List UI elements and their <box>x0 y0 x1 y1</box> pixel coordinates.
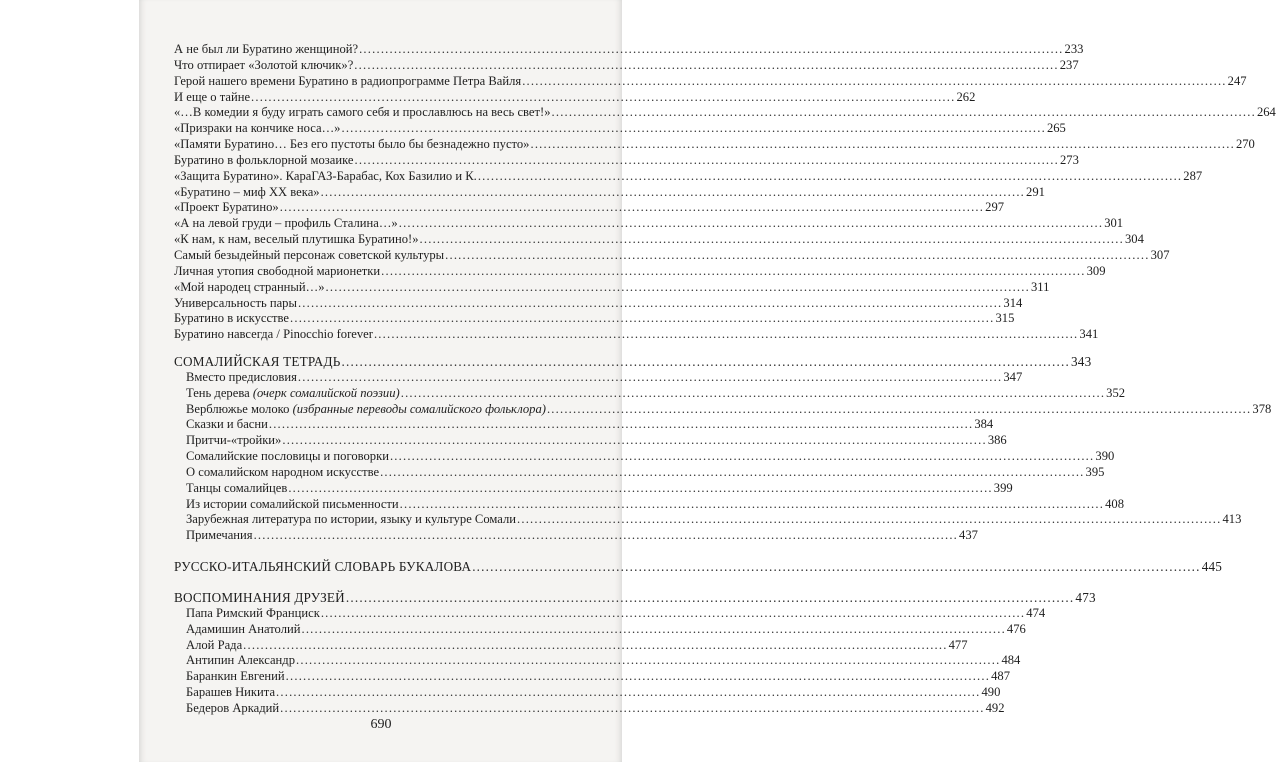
toc-entry-title-text: Сомалийские пословицы и поговорки <box>186 449 389 464</box>
toc-entry-title <box>174 386 400 402</box>
toc-entry-page: 378 <box>1252 401 1272 416</box>
toc-leader-dots <box>282 433 986 449</box>
toc-entry-title <box>174 216 398 232</box>
toc-entry <box>174 42 1084 58</box>
toc-entry <box>174 528 978 544</box>
toc-entry-page: 264 <box>1256 105 1276 120</box>
toc-leader-dots <box>298 370 1002 386</box>
toc-leader-dots <box>288 481 992 497</box>
toc-entry-title <box>174 74 521 90</box>
toc-entry-title-text: Алой Рада <box>186 637 243 652</box>
toc-entry-title <box>174 417 268 433</box>
toc-entry <box>174 401 1272 418</box>
toc-entry-title <box>174 232 419 248</box>
toc-leader-dots <box>359 42 1063 58</box>
toc-entry-page: 437 <box>959 528 978 543</box>
toc-leader-dots <box>399 216 1103 232</box>
toc-leader-dots <box>280 200 984 216</box>
toc-entry-title <box>174 354 340 370</box>
toc-entry <box>174 216 1124 232</box>
toc-entry <box>174 137 1255 153</box>
toc-entry-title-text: Сказки и басни <box>186 417 268 432</box>
toc-entry-page: 390 <box>1095 449 1115 464</box>
toc-entry-title <box>174 559 471 575</box>
toc-entry-title <box>174 685 275 701</box>
spacer <box>174 544 598 559</box>
toc-leader-dots <box>445 248 1149 264</box>
toc-entry-page: 477 <box>948 637 968 652</box>
toc-entry-page: 233 <box>1064 42 1084 56</box>
toc-entry-page: 413 <box>1222 512 1242 527</box>
toc-leader-dots <box>552 105 1256 121</box>
toc-entry-title <box>174 137 529 153</box>
toc-entry-page: 386 <box>987 433 1007 448</box>
toc-entry <box>174 232 1144 248</box>
toc-entry-title <box>174 200 279 216</box>
toc-leader-dots <box>522 74 1226 90</box>
toc-entry-title-text: «А на левой груди – профиль Сталина…» <box>174 216 398 231</box>
toc-entry-title-text: РУССКО-ИТАЛЬЯНСКИЙ СЛОВАРЬ БУКАЛОВА <box>174 559 472 575</box>
toc-section-heading <box>174 354 1092 370</box>
toc-leader-dots <box>517 512 1221 528</box>
toc-entry <box>174 369 1023 386</box>
toc-leader-dots <box>400 497 1104 513</box>
toc-entry-title <box>174 701 279 717</box>
toc-leader-dots <box>346 590 1075 606</box>
toc-section-heading <box>174 590 1096 606</box>
toc-entry-title-text: «…В комедии я буду играть самого себя и прославлюсь на весь свет!» <box>174 105 551 120</box>
toc-entry-page: 307 <box>1150 247 1170 262</box>
toc-entry-title <box>174 653 295 669</box>
toc-entry-page: 297 <box>985 200 1005 215</box>
toc-entry <box>174 385 1126 402</box>
toc-entry-page: 291 <box>1026 184 1045 199</box>
toc-entry-title <box>174 90 250 106</box>
toc-section-heading <box>174 559 1223 575</box>
toc-entry-page: 315 <box>995 311 1015 326</box>
toc-entry-title-text: Буратино в фольклорной мозаике <box>174 152 354 167</box>
toc-leader-dots <box>374 327 1078 343</box>
toc-entry <box>174 247 1170 264</box>
toc-entry-page: 262 <box>956 89 976 104</box>
toc-entry-title <box>174 433 281 449</box>
toc-entry <box>174 512 1242 528</box>
toc-entry <box>174 73 1247 90</box>
toc-leader-dots <box>296 653 1000 669</box>
toc-entry-page: 408 <box>1105 496 1124 511</box>
toc-entry-title-text: «Памяти Буратино… Без его пустоты было бы безнадежно пусто» <box>174 137 530 152</box>
toc-entry <box>174 685 1001 701</box>
toc-leader-dots <box>401 386 1105 402</box>
toc-entry-title-text: Барашев Никита <box>186 685 276 700</box>
toc-entry-page: 352 <box>1106 385 1126 400</box>
toc-entry-page: 487 <box>991 669 1010 684</box>
toc-entry <box>174 621 1026 638</box>
toc-entry-title <box>174 58 353 74</box>
toc-entry-subtitle: (очерк сомалийской поэзии) <box>252 385 400 400</box>
toc-entry <box>174 152 1079 169</box>
toc-entry-title-text: «Защита Буратино». КараГАЗ-Барабас, Кох Базилио и К. <box>174 168 477 183</box>
toc-entry <box>174 669 1010 685</box>
table-of-contents <box>174 42 1276 717</box>
toc-entry-title <box>174 622 300 638</box>
toc-entry <box>174 200 1005 216</box>
toc-entry-title-text: «Мой народец странный…» <box>174 279 325 294</box>
toc-entry-title-text: Из истории сомалийской письменности <box>186 496 399 511</box>
toc-entry-page: 445 <box>1201 559 1223 575</box>
toc-entry <box>174 121 1066 137</box>
toc-leader-dots <box>547 402 1251 418</box>
toc-entry-page: 395 <box>1085 464 1105 479</box>
toc-entry-title <box>174 669 285 685</box>
toc-entry-title <box>174 248 444 264</box>
toc-entry-page: 341 <box>1079 327 1099 342</box>
spacer <box>174 343 598 354</box>
toc-entry-title-text: Примечания <box>186 528 253 543</box>
toc-entry-title-text: «К нам, к нам, веселый плутишка Буратино!» <box>174 232 419 247</box>
spacer <box>174 575 598 590</box>
toc-entry-page: 304 <box>1124 232 1144 247</box>
toc-entry-title <box>174 512 516 528</box>
toc-entry-title <box>174 264 380 280</box>
toc-entry-page: 265 <box>1046 121 1066 136</box>
toc-entry <box>174 295 1023 312</box>
toc-entry <box>174 263 1106 280</box>
toc-entry <box>174 168 1203 185</box>
toc-leader-dots <box>298 296 1002 312</box>
toc-leader-dots <box>321 185 1025 201</box>
toc-entry-title-text: Танцы сомалийцев <box>186 480 288 495</box>
toc-entry <box>174 89 976 106</box>
toc-entry-title-text: О сомалийском народном искусстве <box>186 464 380 479</box>
toc-entry <box>174 496 1124 513</box>
toc-entry-title <box>174 638 242 654</box>
toc-entry-subtitle: (избранные переводы сомалийского фольклора) <box>292 401 546 416</box>
toc-entry-title-text: Баранкин Евгений <box>186 669 285 684</box>
toc-entry-title <box>174 370 297 386</box>
toc-entry <box>174 327 1099 343</box>
toc-leader-dots <box>276 685 980 701</box>
toc-entry-page: 347 <box>1003 369 1023 384</box>
toc-entry-title-text: Вместо предисловия <box>186 369 297 384</box>
toc-entry <box>174 311 1015 327</box>
toc-leader-dots <box>286 669 990 685</box>
toc-leader-dots <box>326 280 1030 296</box>
toc-entry-title <box>174 296 297 312</box>
toc-entry-title <box>174 528 253 544</box>
toc-leader-dots <box>530 137 1234 153</box>
toc-leader-dots <box>269 417 973 433</box>
toc-leader-dots <box>280 701 984 717</box>
toc-entry-page: 343 <box>1070 354 1092 370</box>
toc-entry <box>174 417 994 433</box>
toc-entry-title <box>174 606 320 622</box>
toc-entry-title-text: «Призраки на кончике носа…» <box>174 121 341 136</box>
toc-leader-dots <box>290 311 994 327</box>
toc-entry <box>174 637 968 654</box>
toc-entry-title <box>174 280 325 296</box>
toc-entry-title-text: И еще о тайне <box>174 89 251 104</box>
toc-entry-title <box>174 121 340 137</box>
toc-entry-page: 237 <box>1059 57 1079 72</box>
toc-entry-title <box>174 590 345 606</box>
toc-entry-title-text: Личная утопия свободной марионетки <box>174 263 381 278</box>
toc-leader-dots <box>243 638 947 654</box>
toc-entry-title-text: Папа Римский Франциск <box>186 605 320 620</box>
toc-leader-dots <box>390 449 1094 465</box>
toc-entry-title <box>174 42 358 58</box>
toc-entry <box>174 184 1045 201</box>
toc-entry <box>174 449 1115 465</box>
toc-entry-page: 273 <box>1059 152 1079 167</box>
toc-entry-title <box>174 185 320 201</box>
toc-entry-page: 314 <box>1003 295 1023 310</box>
toc-leader-dots <box>381 264 1085 280</box>
toc-entry-title-text: Что отпирает «Золотой ключик»? <box>174 57 354 72</box>
toc-leader-dots <box>355 153 1059 169</box>
toc-entry-title <box>174 311 289 327</box>
toc-entry-title-text: Верблюжье молоко <box>186 401 293 416</box>
toc-entry <box>174 433 1007 449</box>
page-number: 690 <box>370 717 392 732</box>
toc-entry <box>174 57 1079 74</box>
toc-entry-title <box>174 327 373 343</box>
toc-leader-dots <box>380 465 1084 481</box>
toc-entry-title-text: Буратино навсегда / Pinocchio forever <box>174 327 373 342</box>
toc-entry-page: 492 <box>985 700 1005 715</box>
toc-entry <box>174 279 1050 296</box>
toc-entry-page: 473 <box>1075 590 1096 605</box>
toc-leader-dots <box>254 528 958 544</box>
toc-entry-page: 287 <box>1183 168 1203 183</box>
toc-entry-title <box>174 105 551 121</box>
toc-entry-title <box>174 497 399 513</box>
toc-entry <box>174 653 1021 669</box>
toc-entry <box>174 605 1046 622</box>
toc-entry-title-text: Адамишин Анатолий <box>186 621 301 636</box>
toc-entry <box>174 700 1005 717</box>
toc-entry-title-text: Буратино в искусстве <box>174 311 290 326</box>
toc-leader-dots <box>251 90 955 106</box>
toc-entry-page: 309 <box>1086 263 1106 278</box>
toc-entry-title <box>174 153 354 169</box>
toc-entry-title-text: А не был ли Буратино женщиной? <box>174 42 359 56</box>
toc-entry-title-text: «Буратино – миф XX века» <box>174 184 320 199</box>
toc-leader-dots <box>341 354 1070 370</box>
toc-entry-title-text: Притчи-«тройки» <box>186 433 282 448</box>
toc-leader-dots <box>321 606 1025 622</box>
toc-entry-page: 484 <box>1001 653 1021 668</box>
toc-leader-dots <box>478 169 1182 185</box>
toc-entry-title <box>174 449 389 465</box>
toc-leader-dots <box>301 622 1005 638</box>
toc-entry-title-text: Самый безыдейный персонаж советской культуры <box>174 247 445 262</box>
toc-entry-title-text: Зарубежная литература по истории, языку и культуре Сомали <box>186 512 517 527</box>
toc-entry-title-text: Герой нашего времени Буратино в радиопрограмме Петра Вайля <box>174 73 522 88</box>
toc-entry-title <box>174 169 477 185</box>
toc-entry-page: 247 <box>1227 73 1247 88</box>
toc-leader-dots <box>420 232 1124 248</box>
toc-entry <box>174 105 1276 121</box>
toc-entry-title-text: Бедеров Аркадий <box>186 700 280 715</box>
toc-entry-title <box>174 481 287 497</box>
toc-entry <box>174 464 1105 481</box>
toc-entry-title-text: Антипин Александр <box>186 653 295 668</box>
toc-entry-title-text: Универсальность пары <box>174 295 297 310</box>
toc-entry-title-text: ВОСПОМИНАНИЯ ДРУЗЕЙ <box>174 590 345 605</box>
toc-entry-page: 301 <box>1104 216 1124 231</box>
toc-entry-page: 399 <box>993 480 1013 495</box>
toc-entry-title-text: «Проект Буратино» <box>174 200 279 215</box>
toc-entry-page: 474 <box>1026 605 1046 620</box>
toc-entry-title <box>174 465 379 481</box>
toc-leader-dots <box>472 559 1201 575</box>
toc-entry-title-text: Тень дерева <box>186 385 253 400</box>
toc-entry <box>174 480 1013 497</box>
toc-leader-dots <box>341 121 1045 137</box>
toc-entry-page: 476 <box>1006 621 1026 636</box>
toc-entry-page: 311 <box>1030 279 1050 294</box>
toc-leader-dots <box>354 58 1058 74</box>
toc-entry-title <box>174 402 546 418</box>
toc-entry-title-text: СОМАЛИЙСКАЯ ТЕТРАДЬ <box>174 354 341 370</box>
toc-entry-page: 270 <box>1235 137 1255 152</box>
toc-entry-page: 490 <box>981 685 1001 700</box>
toc-entry-page: 384 <box>974 417 994 432</box>
